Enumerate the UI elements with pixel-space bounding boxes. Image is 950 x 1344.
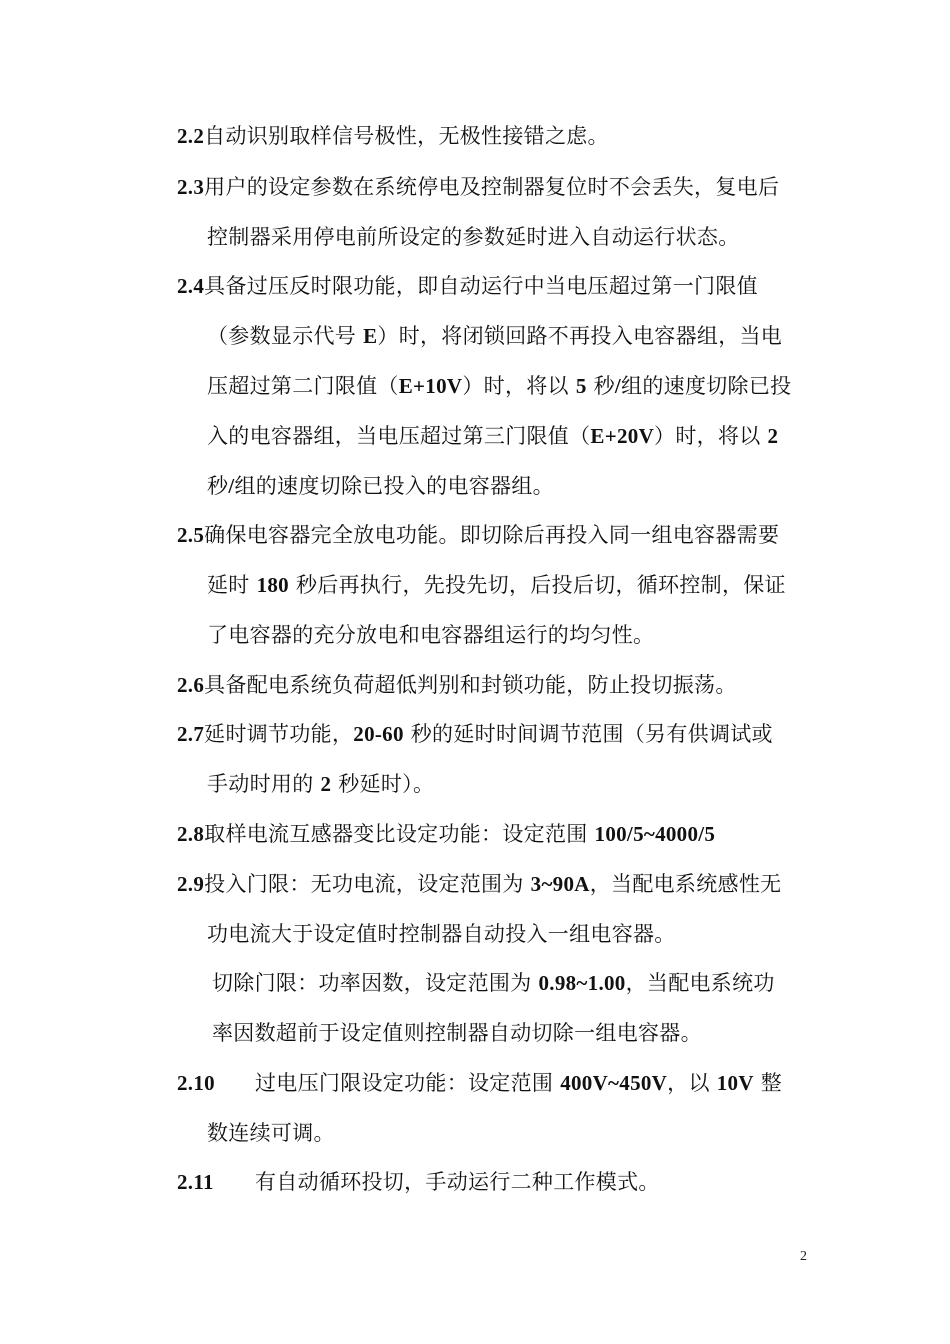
- item-2-4-line-3: 压超过第二门限值（E+10V）时，将以 5 秒/组的速度切除已投: [207, 374, 792, 398]
- item-2-10-line-2: 数连续可调。: [207, 1121, 335, 1145]
- item-number: 2.7: [177, 722, 205, 746]
- item-number: 2.6: [177, 673, 205, 697]
- item-2-3-line-2: 控制器采用停电前所设定的参数延时进入自动运行状态。: [207, 225, 740, 249]
- item-number: 2.2: [177, 124, 205, 148]
- item-number: 2.11: [177, 1170, 214, 1194]
- item-2-9-line-4: 率因数超前于设定值则控制器自动切除一组电容器。: [212, 1021, 702, 1045]
- item-2-4-line-1: 2.4具备过压反时限功能，即自动运行中当电压超过第一门限值: [177, 274, 758, 298]
- item-number: 2.8: [177, 822, 205, 846]
- item-number: 2.9: [177, 872, 205, 896]
- item-2-11-line-1: 2.11 有自动循环投切，手动运行二种工作模式。: [177, 1170, 660, 1194]
- item-2-3-line-1: 2.3用户的设定参数在系统停电及控制器复位时不会丢失，复电后: [177, 175, 780, 199]
- item-2-5-line-1: 2.5确保电容器完全放电功能。即切除后再投入同一组电容器需要: [177, 523, 780, 547]
- item-2-4-line-2: （参数显示代号 E）时，将闭锁回路不再投入电容器组，当电: [207, 324, 783, 348]
- item-2-9-line-2: 功电流大于设定值时控制器自动投入一组电容器。: [207, 922, 676, 946]
- item-2-5-line-3: 了电容器的充分放电和电容器组运行的均匀性。: [207, 623, 655, 647]
- item-2-4-line-5: 秒/组的速度切除已投入的电容器组。: [207, 474, 554, 498]
- item-2-4-line-4: 入的电容器组，当电压超过第三门限值（E+20V）时，将以 2: [207, 424, 779, 448]
- page-number: 2: [800, 1249, 807, 1264]
- item-2-7-line-2: 手动时用的 2 秒延时）。: [207, 772, 435, 796]
- item-2-5-line-2: 延时 180 秒后再执行，先投先切，后投后切，循环控制，保证: [207, 573, 786, 597]
- item-number: 2.5: [177, 523, 205, 547]
- item-2-9-line-3: 切除门限：功率因数，设定范围为 0.98~1.00，当配电系统功: [212, 971, 775, 995]
- item-number: 2.4: [177, 274, 205, 298]
- item-2-8-line-1: 2.8取样电流互感器变比设定功能：设定范围 100/5~4000/5: [177, 822, 716, 846]
- item-number: 2.3: [177, 175, 205, 199]
- item-2-9-line-1: 2.9投入门限：无功电流，设定范围为 3~90A，当配电系统感性无: [177, 872, 782, 896]
- item-number: 2.10: [177, 1071, 215, 1095]
- item-2-10-line-1: 2.10 过电压门限设定功能：设定范围 400V~450V，以 10V 整: [177, 1071, 783, 1095]
- item-2-6-line-1: 2.6具备配电系统负荷超低判别和封锁功能，防止投切振荡。: [177, 673, 737, 697]
- item-2-2-line-1: 2.2自动识别取样信号极性，无极性接错之虑。: [177, 124, 609, 148]
- item-2-7-line-1: 2.7延时调节功能，20-60 秒的延时时间调节范围（另有供调试或: [177, 722, 773, 746]
